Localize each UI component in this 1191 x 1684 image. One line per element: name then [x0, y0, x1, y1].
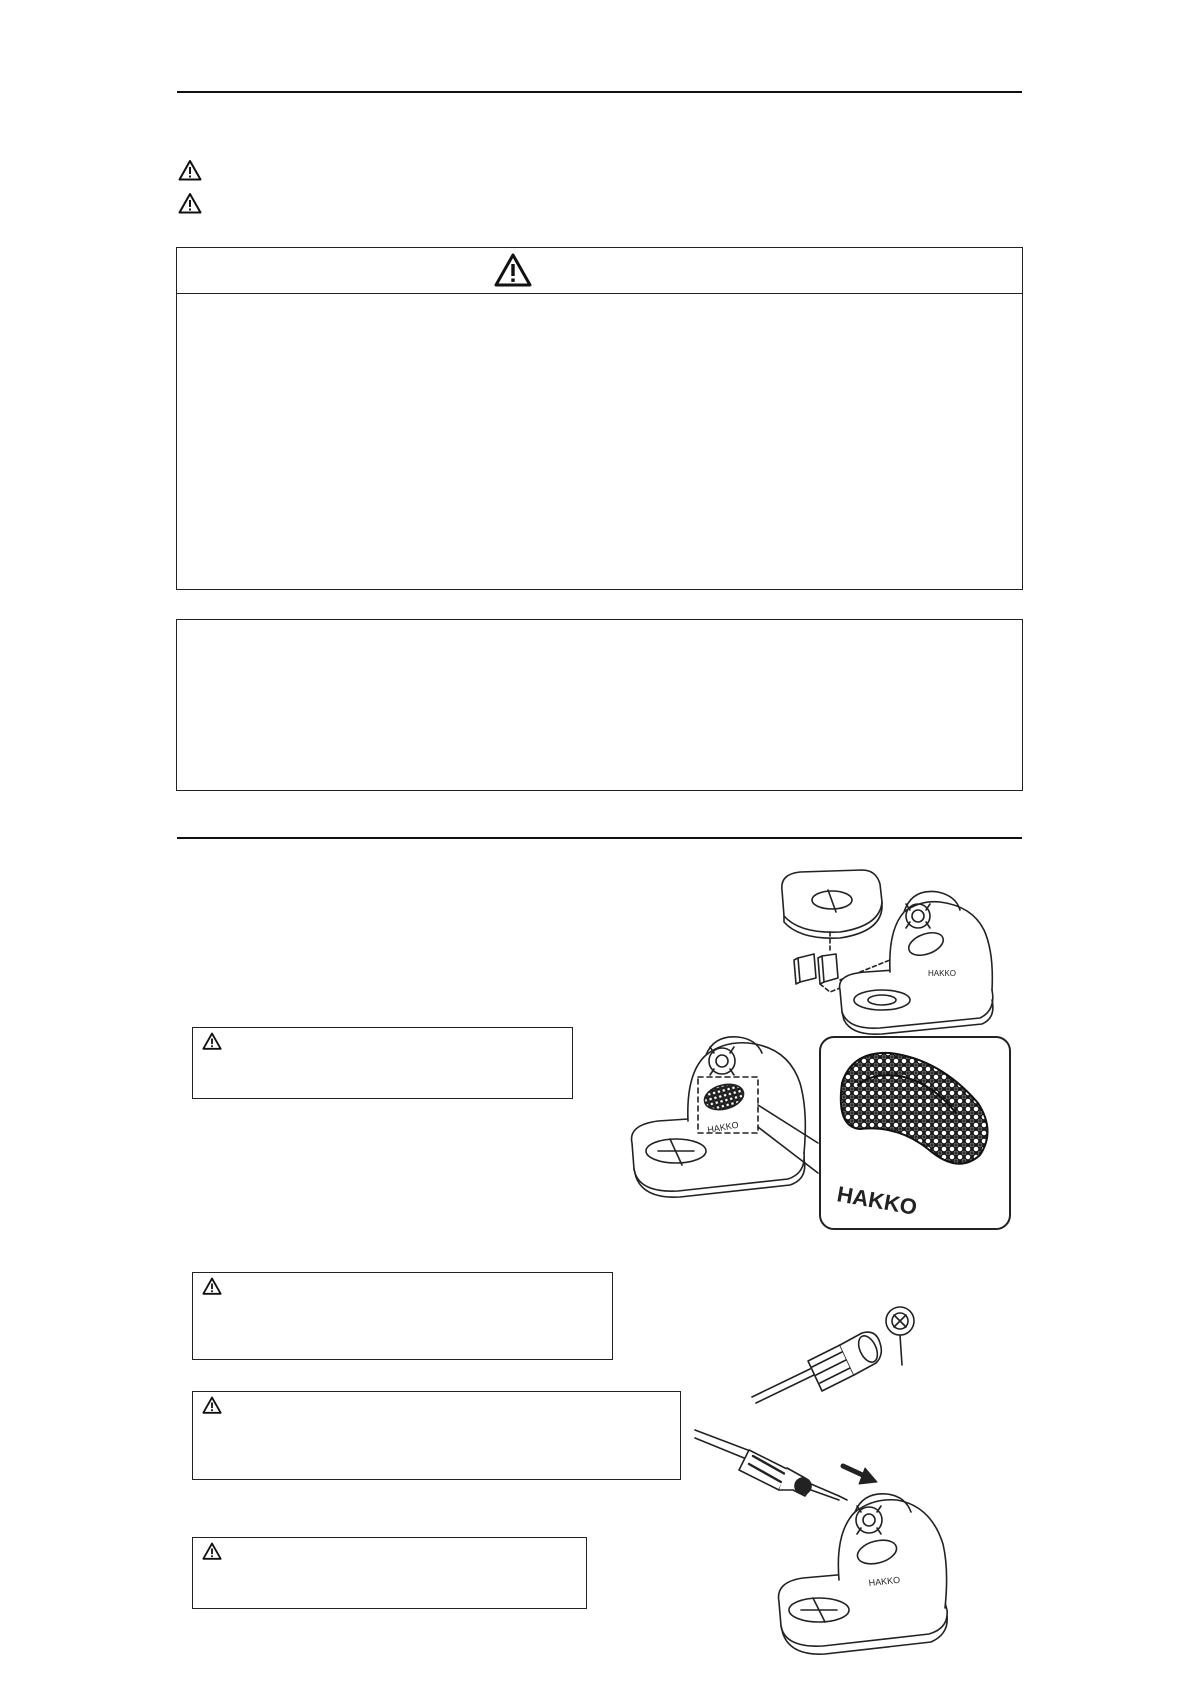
- iron-tip-closeup-illustration: [750, 1295, 920, 1405]
- warning-box-header: [177, 248, 1022, 294]
- warning-note-4: [192, 1537, 587, 1609]
- warning-triangle-icon: [202, 1542, 222, 1560]
- svg-text:HAKKO: HAKKO: [706, 1119, 740, 1135]
- station-exploded-view-illustration: [770, 860, 1010, 1040]
- warning-note-3: [192, 1391, 681, 1480]
- svg-text:HAKKO: HAKKO: [835, 1181, 919, 1220]
- warning-triangle-icon: [494, 253, 532, 287]
- station-sponge-closeup-illustration: [628, 1033, 1014, 1233]
- top-section-rule: [177, 91, 1022, 93]
- warning-note-2: [192, 1272, 613, 1360]
- caution-box: [176, 619, 1023, 791]
- warning-triangle-icon: [178, 159, 202, 181]
- warning-triangle-icon: [202, 1396, 222, 1414]
- warning-triangle-icon: [202, 1032, 222, 1050]
- second-section-rule: [177, 837, 1022, 839]
- svg-text:HAKKO: HAKKO: [928, 969, 957, 978]
- svg-text:HAKKO: HAKKO: [868, 1574, 901, 1588]
- warning-note-1: [192, 1027, 573, 1099]
- iron-inserted-into-holder-illustration: [693, 1420, 953, 1662]
- warning-box-main: [176, 247, 1023, 590]
- warning-triangle-icon: [178, 192, 202, 214]
- warning-triangle-icon: [202, 1277, 222, 1295]
